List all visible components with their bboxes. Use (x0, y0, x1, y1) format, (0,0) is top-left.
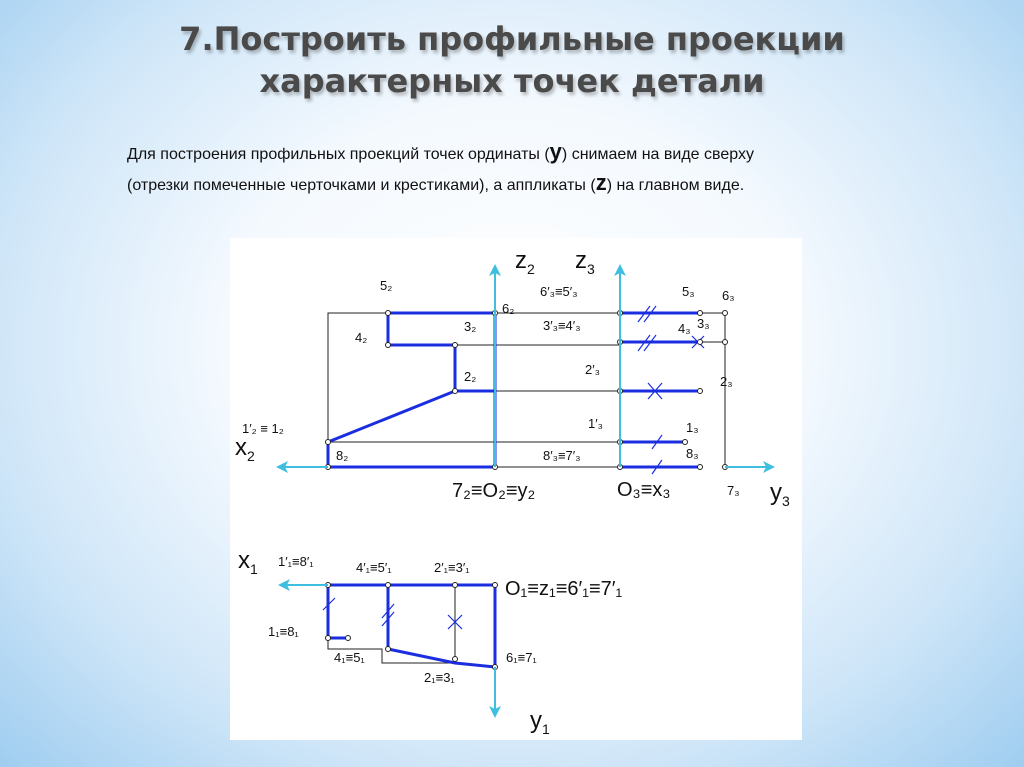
point-label: 2₁≡3₁ (424, 670, 455, 685)
point-label: 1′₂ ≡ 1₂ (242, 421, 284, 436)
point (723, 340, 728, 345)
front-view-point-labels (242, 278, 514, 463)
ordinate-symbol: y (549, 139, 562, 164)
point-label: 2′₁≡3′₁ (434, 560, 470, 575)
point-label: 6₁≡7₁ (506, 650, 537, 665)
slide-title (0, 18, 1024, 102)
point-label: 1′₁≡8′₁ (278, 554, 314, 569)
x2-label: $x_2$ (235, 434, 255, 464)
instruction-paragraph (127, 138, 947, 200)
point (346, 636, 351, 641)
point-label: 4′₁≡5′₁ (356, 560, 392, 575)
point (493, 583, 498, 588)
point (326, 440, 331, 445)
point-label: 8₂ (336, 448, 349, 463)
point-label: 1₁≡8₁ (268, 624, 299, 639)
y1-label: $y_1$ (530, 707, 550, 737)
point-label: 3′₃≡4′₃ (543, 318, 581, 333)
point (698, 389, 703, 394)
x1-label: $x_1$ (238, 547, 258, 577)
point (698, 465, 703, 470)
point-label: 6′₃≡5′₃ (540, 284, 578, 299)
point (698, 340, 703, 345)
point (723, 311, 728, 316)
point-label: 2′₃ (585, 362, 600, 377)
z2-label: $z_2$ (515, 247, 535, 277)
point (453, 583, 458, 588)
point (453, 389, 458, 394)
point-label: 5₂ (380, 278, 393, 293)
point (386, 343, 391, 348)
point-label: 5₃ (682, 284, 695, 299)
point-label: 8₃ (686, 446, 699, 461)
projection-svg (230, 238, 802, 740)
point (683, 440, 688, 445)
applicate-symbol: z (595, 170, 607, 195)
point (453, 657, 458, 662)
point-label: 2₂ (464, 369, 477, 384)
point-label: 4₂ (355, 330, 368, 345)
point (326, 636, 331, 641)
point-label: 1′₃ (588, 416, 603, 431)
point (386, 311, 391, 316)
projection-drawing (230, 238, 802, 740)
paragraph-text: (отрезки помеченные черточками и крестиками), а аппликаты ( (127, 177, 596, 194)
point-label: 4₃ (678, 321, 691, 336)
point (386, 647, 391, 652)
point-label: 2₃ (720, 374, 733, 389)
paragraph-text: Для построения профильных проекций точек ординаты ( (127, 146, 550, 163)
title-line-2: характерных точек детали (259, 62, 765, 100)
point-label: 6₂ (502, 301, 515, 316)
point-7-3-label: 7₃ (727, 483, 740, 498)
part-edge (388, 313, 495, 391)
y3-label: $y_3$ (770, 479, 790, 509)
point-label: 4₁≡5₁ (334, 650, 365, 665)
paragraph-line-1 (127, 138, 947, 169)
profile-view-point-labels (540, 284, 735, 463)
paragraph-text: ) снимаем на виде сверху (561, 146, 754, 163)
point-label: 8′₃≡7′₃ (543, 448, 581, 463)
z3-label: $z_3$ (575, 247, 595, 277)
origin-o1-label: O₁≡z₁≡6′₁≡7′₁ (505, 578, 623, 600)
point-label: 1₃ (686, 420, 699, 435)
point (453, 343, 458, 348)
point-label: 6₃ (722, 288, 735, 303)
point-label: 3₂ (464, 319, 477, 334)
point (386, 583, 391, 588)
origin-o3-label: O₃≡x₃ (617, 479, 671, 501)
point (698, 311, 703, 316)
origin-o2-label: 7₂≡O₂≡y₂ (452, 480, 536, 502)
top-view-edge (328, 585, 348, 638)
title-line-1: 7.Построить профильные проекции (179, 20, 845, 58)
paragraph-text: ) на главном виде. (606, 177, 745, 194)
point-label: 3₃ (697, 316, 710, 331)
paragraph-line-2 (127, 169, 947, 200)
